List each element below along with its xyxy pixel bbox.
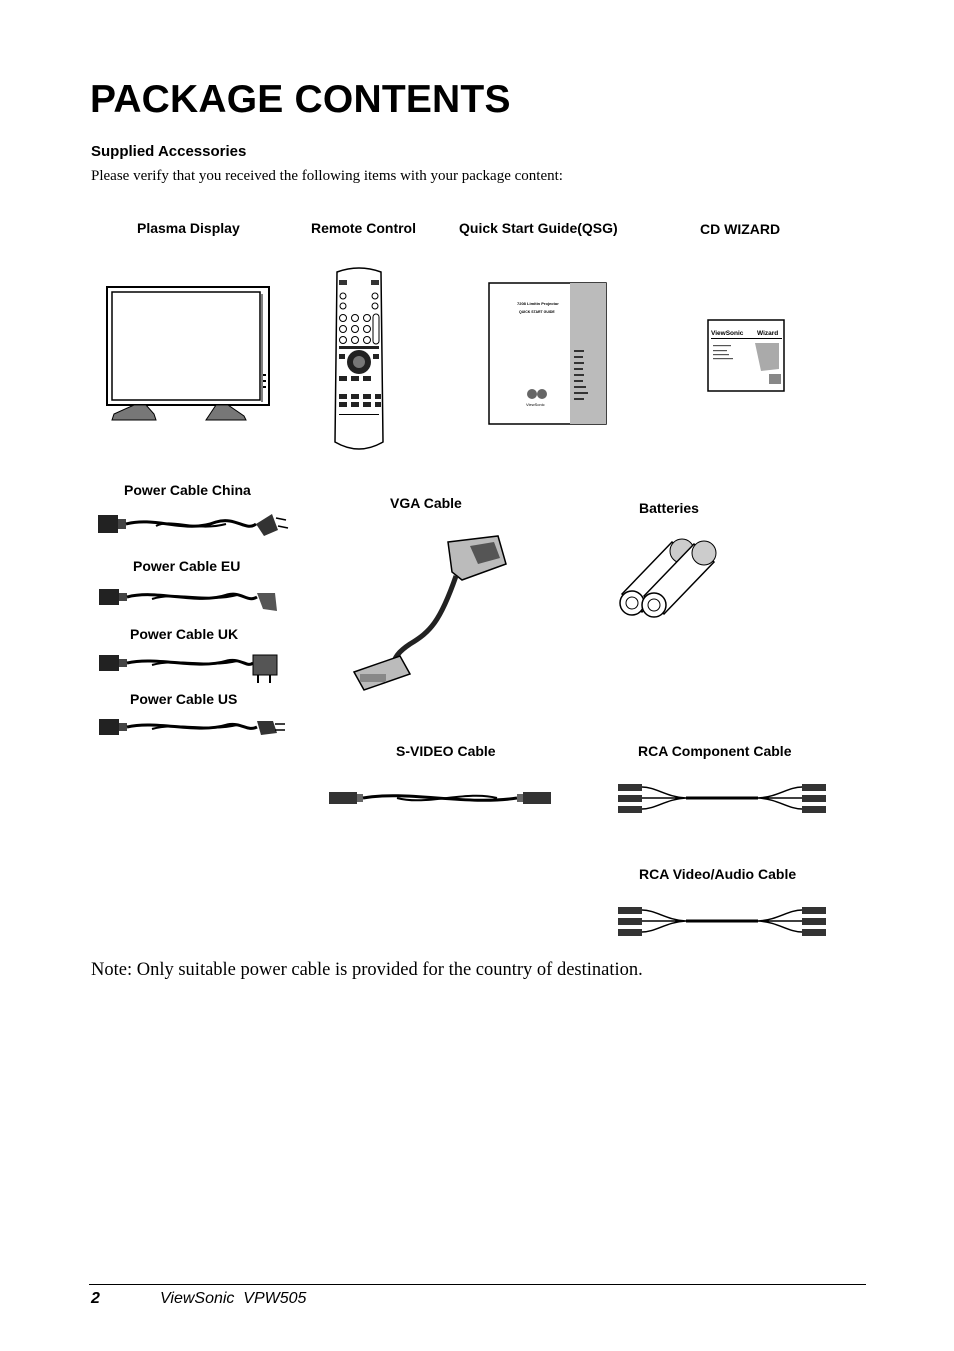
rca-component-cable-label: RCA Component Cable — [638, 743, 792, 759]
power-cable-china-label: Power Cable China — [124, 482, 251, 498]
destination-note: Note: Only suitable power cable is provided for the country of destination. — [91, 960, 643, 980]
qsg-heading-text: QUICK START GUIDE — [519, 310, 555, 314]
power-cable-eu-label: Power Cable EU — [133, 558, 241, 574]
qsg-booklet-image — [488, 282, 608, 426]
power-cable-uk-label: Power Cable UK — [130, 626, 239, 642]
section-subheading: Supplied Accessories — [91, 143, 247, 160]
qsg-product-text: 7208 Limitin Projector — [517, 301, 559, 306]
cd-brand-text: ViewSonic — [711, 330, 744, 337]
cd-wizard-label: CD WIZARD — [700, 221, 781, 237]
page-title: PACKAGE CONTENTS — [90, 78, 511, 121]
batteries-image — [612, 532, 724, 618]
svideo-cable-image — [327, 784, 553, 812]
qsg-brand-text: ViewSonic — [526, 402, 545, 407]
plasma-display-image — [104, 284, 272, 422]
footer-model: ViewSonic VPW505 — [160, 1290, 307, 1307]
power-cable-eu-image — [97, 585, 281, 615]
page-number: 2 — [91, 1290, 100, 1307]
batteries-label: Batteries — [639, 500, 699, 516]
power-cable-uk-image — [97, 652, 281, 686]
remote-control-image — [331, 266, 387, 452]
remote-control-label: Remote Control — [311, 220, 416, 236]
footer-rule — [89, 1284, 866, 1285]
rca-component-cable-image — [616, 780, 828, 818]
vga-cable-label: VGA Cable — [390, 495, 462, 511]
rca-video-audio-cable-label: RCA Video/Audio Cable — [639, 866, 797, 882]
plasma-display-label: Plasma Display — [137, 220, 240, 236]
intro-text: Please verify that you received the following items with your package content: — [91, 168, 563, 184]
svideo-cable-label: S-VIDEO Cable — [396, 743, 496, 759]
cd-name-text: Wizard — [757, 330, 779, 337]
cd-wizard-image — [707, 319, 785, 392]
power-cable-us-image — [97, 716, 287, 742]
qsg-label: Quick Start Guide(QSG) — [459, 220, 618, 236]
vga-cable-image — [350, 532, 510, 692]
power-cable-us-label: Power Cable US — [130, 691, 238, 707]
power-cable-china-image — [96, 510, 290, 540]
rca-video-audio-cable-image — [616, 903, 828, 941]
